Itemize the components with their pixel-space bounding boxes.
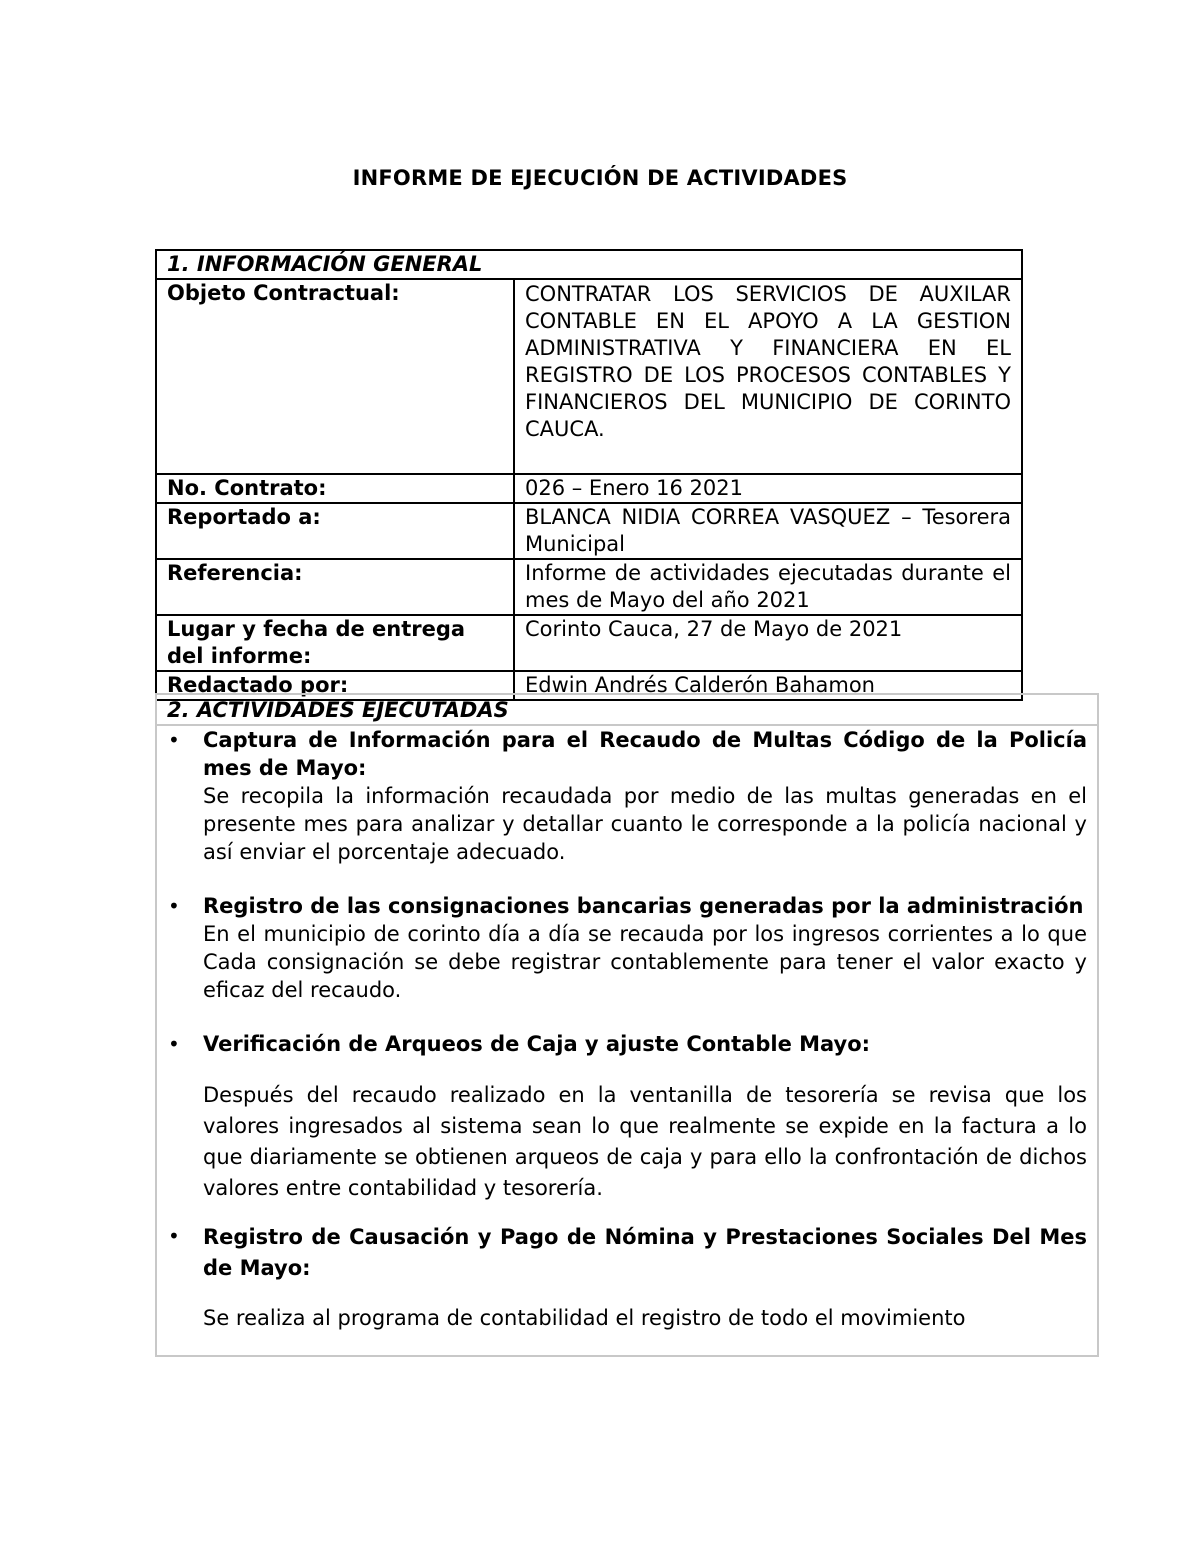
table-row	[156, 559, 1022, 615]
activity-text: Se recopila la información recaudada por medio de las multas generadas en el presente mes para analizar y detallar cuanto le corresponde a la policía nacional y así enviar el porcentaje adecuado.	[203, 784, 1087, 864]
activity-title: Registro de Causación y Pago de Nómina y Prestaciones Sociales Del Mes de Mayo:	[203, 1225, 1087, 1280]
list-item	[157, 1222, 1097, 1332]
list-item	[157, 892, 1097, 1004]
row-value-reportado: BLANCA NIDIA CORREA VASQUEZ – Tesorera Municipal	[514, 503, 1022, 559]
general-info-table	[155, 249, 1023, 701]
bullet-icon: •	[168, 894, 180, 918]
row-value-objeto: CONTRATAR LOS SERVICIOS DE AUXILAR CONTABLE EN EL APOYO A LA GESTION ADMINISTRATIVA Y FINANCIERA EN EL REGISTRO DE LOS PROCESOS CONTABLES Y FINANCIEROS DEL MUNICIPIO DE CORINTO CAUCA.	[514, 279, 1022, 474]
activity-title: Verificación de Arqueos de Caja y ajuste Contable Mayo:	[203, 1032, 871, 1056]
activity-title: Registro de las consignaciones bancarias generadas por la administración	[203, 894, 1084, 918]
activity-text: Se realiza al programa de contabilidad el registro de todo el movimiento	[203, 1306, 966, 1330]
row-label-contrato: No. Contrato:	[156, 474, 514, 503]
row-label-redactado: Redactado por:	[156, 671, 514, 700]
general-info-header: 1. INFORMACIÓN GENERAL	[156, 250, 1022, 279]
row-value-referencia: Informe de actividades ejecutadas durante el mes de Mayo del año 2021	[514, 559, 1022, 615]
activity-text: En el municipio de corinto día a día se recauda por los ingresos corrientes a lo que Cada consignación se debe registrar contablemente para tener el valor exacto y eficaz del recaudo.	[203, 922, 1087, 1002]
row-label-reportado: Reportado a:	[156, 503, 514, 559]
row-label-objeto: Objeto Contractual:	[156, 279, 514, 474]
activities-section	[155, 693, 1099, 1357]
table-row	[156, 503, 1022, 559]
document-title: INFORME DE EJECUCIÓN DE ACTIVIDADES	[352, 166, 848, 190]
activity-title: Captura de Información para el Recaudo de Multas Código de la Policía mes de Mayo:	[203, 728, 1087, 780]
bullet-icon: •	[168, 728, 180, 752]
table-row	[156, 615, 1022, 671]
activities-header: 2. ACTIVIDADES EJECUTADAS	[157, 695, 1097, 726]
list-item	[157, 726, 1097, 866]
row-value-redactado: Edwin Andrés Calderón Bahamon	[514, 671, 1022, 700]
table-row	[156, 279, 1022, 474]
activity-text: Después del recaudo realizado en la ventanilla de tesorería se revisa que los valores ingresados al sistema sean lo que realmente se expide en la factura a lo que diariamente se obtienen arqueos de caja y para ello la confrontación de dichos valores entre contabilidad y tesorería.	[203, 1083, 1087, 1200]
bullet-icon: •	[168, 1032, 180, 1056]
row-label-lugar-fecha: Lugar y fecha de entrega del informe:	[156, 615, 514, 671]
list-item	[157, 1030, 1097, 1204]
general-info-header-row	[156, 250, 1022, 279]
row-value-contrato: 026 – Enero 16 2021	[514, 474, 1022, 503]
table-row	[156, 474, 1022, 503]
row-value-lugar-fecha: Corinto Cauca, 27 de Mayo de 2021	[514, 615, 1022, 671]
row-label-referencia: Referencia:	[156, 559, 514, 615]
bullet-icon: •	[168, 1224, 180, 1248]
